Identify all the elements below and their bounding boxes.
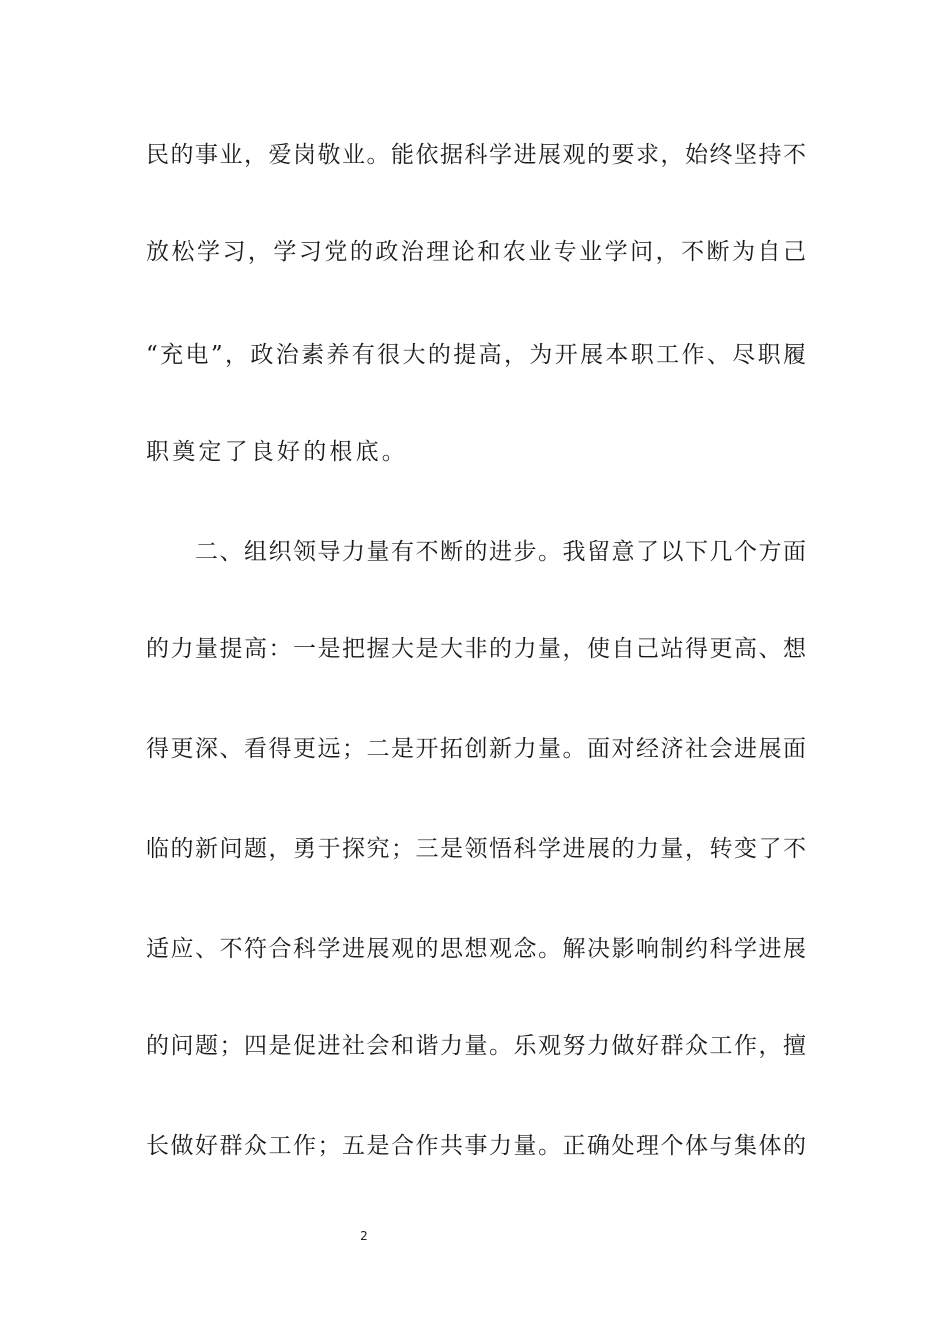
text-line: 临的新问题，勇于探究；三是领悟科学进展的力量，转变了不 (146, 836, 806, 862)
text-line: 长做好群众工作；五是合作共事力量。正确处理个体与集体的 (146, 1133, 806, 1159)
text-line: 得更深、看得更远；二是开拓创新力量。面对经济社会进展面 (146, 736, 806, 762)
text-line: 的问题；四是促进社会和谐力量。乐观努力做好群众工作，擅 (146, 1033, 806, 1059)
page-number: 2 (360, 1229, 368, 1243)
text-line: 的力量提高：一是把握大是大非的力量，使自己站得更高、想 (146, 636, 806, 662)
paragraph-heading-line: 二、组织领导力量有不断的进步。我留意了以下几个方面 (195, 539, 806, 565)
text-line: 适应、不符合科学进展观的思想观念。解决影响制约科学进展 (146, 936, 806, 962)
text-line: 民的事业，爱岗敬业。能依据科学进展观的要求，始终坚持不 (146, 142, 806, 168)
text-line: “充电”，政治素养有很大的提高，为开展本职工作、尽职履 (146, 342, 806, 368)
text-line: 放松学习，学习党的政治理论和农业专业学问，不断为自己 (146, 239, 806, 265)
text-line: 职奠定了良好的根底。 (146, 439, 408, 465)
